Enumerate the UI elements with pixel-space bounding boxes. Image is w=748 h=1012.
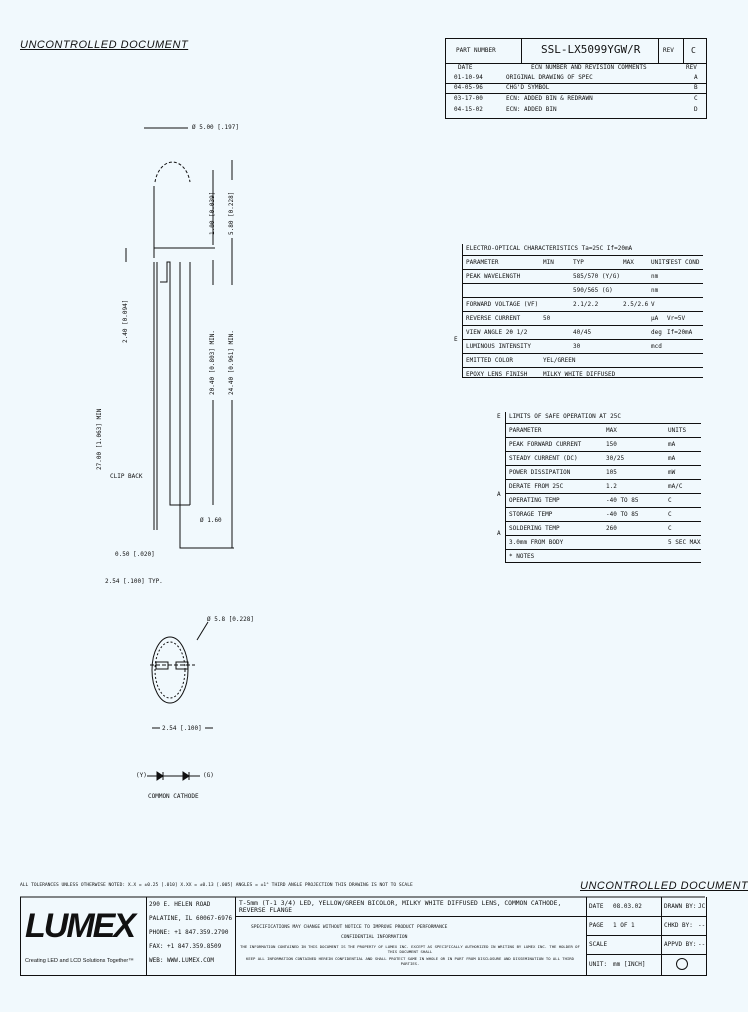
table-cell: deg [651, 329, 662, 336]
table-cell: 590/565 (G) [573, 287, 613, 294]
table-cell: 1.2 [606, 483, 617, 490]
table-cell: Vr=5V [667, 315, 686, 322]
table-row [506, 465, 701, 479]
table-cell: 3.0mm FROM BODY [509, 539, 564, 546]
rev-comment: ORIGINAL DRAWING OF SPEC [506, 74, 593, 81]
dim-lead-spacing: 2.54 [.100] TYP. [105, 578, 163, 585]
rev-date: 03-17-00 [454, 95, 483, 102]
schematic-right: (G) [203, 772, 214, 779]
table-header [463, 255, 703, 269]
lumex-logo: LUMEX [25, 907, 134, 945]
fax: FAX: +1 847.359.8509 [149, 943, 222, 950]
tagline: Creating LED and LCD Solutions Together™ [25, 958, 134, 964]
rev-col-rev: REV [686, 64, 697, 71]
rev-letter: D [694, 106, 698, 113]
rev-mark: E [454, 336, 458, 343]
rev-letter: B [694, 84, 698, 91]
part-number-label: PART NUMBER [456, 47, 496, 54]
phone: PHONE: +1 847.359.2790 [149, 929, 229, 936]
table-cell: mA [668, 455, 676, 462]
electrical-title: ELECTRO-OPTICAL CHARACTERISTICS Ta=25C If=20mA [466, 245, 633, 252]
table-row [506, 493, 701, 507]
table-cell: -40 TO 85 [606, 497, 639, 504]
table-cell: 260 [606, 525, 617, 532]
schematic-left: (Y) [136, 772, 147, 779]
tolerance-note: ALL TOLERANCES UNLESS OTHERWISE NOTED: X.X = ±0.25 [.010] X.XX = ±0.13 [.005] ANGLES = ±1° THIRD ANGLE PROJECTION THIS DRAWING IS NOT TO SCALE [20, 883, 413, 888]
table-cell: 50 [543, 315, 551, 322]
page-label: PAGE [589, 922, 604, 929]
table-cell: V [651, 301, 655, 308]
checked-by-label: CHKD BY: [664, 922, 693, 929]
table-cell: 2.5/2.6 [623, 301, 649, 308]
lead [160, 262, 190, 505]
table-cell: FORWARD VOLTAGE (VF) [466, 301, 539, 308]
rev-date: 04-05-96 [454, 84, 483, 91]
uncontrolled-watermark-footer: UNCONTROLLED DOCUMENT [580, 880, 748, 892]
rev-letter: C [694, 95, 698, 102]
schematic-label: COMMON CATHODE [148, 793, 199, 800]
table-cell: OPERATING TEMP [509, 497, 560, 504]
rev-col-date: DATE [458, 64, 473, 71]
part-number: SSL-LX5099YGW/R [541, 43, 641, 56]
approved-by: -- [698, 941, 706, 948]
table-cell: POWER DISSIPATION [509, 469, 571, 476]
table-row [463, 297, 703, 311]
table-cell: UNITS [668, 427, 687, 434]
rev-mark: A [497, 530, 501, 537]
rev-comment: ECN: ADDED BIN & REDRAWN [506, 95, 593, 102]
rev-mark: A [497, 491, 501, 498]
table-row [463, 283, 703, 297]
rev-label: REV [663, 47, 674, 54]
table-cell: PEAK FORWARD CURRENT [509, 441, 582, 448]
rev-letter: A [694, 74, 698, 81]
table-cell: PARAMETER [466, 259, 499, 266]
table-cell: STEADY CURRENT (DC) [509, 455, 578, 462]
table-cell: LUMINOUS INTENSITY [466, 343, 532, 350]
unit-value: mm [INCH] [613, 961, 646, 968]
table-row [463, 367, 703, 381]
table-cell: MAX [606, 427, 617, 434]
table-cell: 5 SEC MAX [668, 539, 701, 546]
limits-title: LIMITS OF SAFE OPERATION AT 25C [509, 413, 621, 420]
dim-long-lead: 24.40 [0.961] MIN. [228, 329, 235, 395]
notice: KEEP ALL INFORMATION CONTAINED HEREIN CONFIDENTIAL AND SHALL PROTECT SAME IN WHOLE OR IN PART FROM DISCLOSURE AND DISSEMINATION TO ALL THIRD PARTIES. [246, 956, 574, 966]
table-cell: nm [651, 287, 659, 294]
rev-value: C [691, 46, 696, 55]
part-description: T-5mm (T-1 3/4) LED, YELLOW/GREEN BICOLOR, MILKY WHITE DIFFUSED LENS, COMMON CATHODE, REVERSE FLANGE [239, 900, 562, 914]
table-cell: 105 [606, 469, 617, 476]
table-cell: STORAGE TEMP [509, 511, 553, 518]
approved-by-label: APPVD BY: [664, 941, 697, 948]
table-cell: TYP [573, 259, 584, 266]
table-cell: mcd [651, 343, 662, 350]
table-cell: REVERSE CURRENT [466, 315, 521, 322]
lens-dome [155, 162, 190, 182]
notice: SPECIFICATIONS MAY CHANGE WITHOUT NOTICE TO IMPROVE PRODUCT PERFORMANCE [251, 925, 448, 930]
table-header [506, 423, 701, 437]
table-row [463, 311, 703, 325]
table-cell: mA/C [668, 483, 683, 490]
dim-lead-length: 27.00 [1.063] MIN [96, 408, 103, 470]
notice: THE INFORMATION CONTAINED IN THIS DOCUMENT IS THE PROPERTY OF LUMEX INC. EXCEPT AS SPECIFICALLY AUTHORIZED IN WRITING BY LUMEX INC. THE HOLDER OF THIS DOCUMENT SHALL [240, 944, 580, 954]
table-cell: 40/45 [573, 329, 592, 336]
table-cell: PEAK WAVELENGTH [466, 273, 521, 280]
table-row [463, 269, 703, 283]
scale-label: SCALE [589, 941, 608, 948]
table-cell: µA [651, 315, 659, 322]
rev-mark: E [497, 413, 501, 420]
unit-label: UNIT: [589, 961, 608, 968]
drawn-by-label: DRAWN BY: [664, 903, 697, 910]
electrical-table [454, 244, 703, 378]
table-cell: 2.1/2.2 [573, 301, 599, 308]
table-cell: nm [651, 273, 659, 280]
confidential-label: CONFIDENTIAL INFORMATION [341, 935, 408, 940]
rev-date: 01-10-94 [454, 74, 483, 81]
table-cell: If=20mA [667, 329, 693, 336]
table-row [506, 479, 701, 493]
uncontrolled-watermark: UNCONTROLLED DOCUMENT [20, 39, 189, 51]
limits-table [497, 412, 701, 563]
dim-lens-diameter: Ø 5.00 [.197] [192, 124, 239, 131]
drawn-by: JC [698, 903, 706, 910]
table-cell: 30 [573, 343, 581, 350]
table-row [506, 521, 701, 535]
table-cell: C [668, 511, 672, 518]
table-cell: VIEW ANGLE 2θ 1/2 [466, 329, 528, 336]
table-row [506, 507, 701, 521]
table-cell: -40 TO 85 [606, 511, 639, 518]
table-cell: YEL/GREEN [543, 357, 576, 364]
table-row [463, 325, 703, 339]
table-row [463, 353, 703, 367]
table-cell: C [668, 497, 672, 504]
table-row [506, 437, 701, 451]
table-cell: SOLDERING TEMP [509, 525, 560, 532]
address-line: 290 E. HELEN ROAD [149, 901, 211, 908]
table-cell: TEST COND [667, 259, 700, 266]
dim-flange-offset: 2.40 [0.094] [122, 299, 129, 343]
table-cell: mA [668, 441, 676, 448]
table-cell: MAX [623, 259, 634, 266]
table-cell: 585/570 (Y/G) [573, 273, 620, 280]
rev-comment: ECN: ADDED BIN [506, 106, 557, 113]
address-line: PALATINE, IL 60067-6976 [149, 915, 233, 922]
rev-date: 04-15-02 [454, 106, 483, 113]
table-cell: * NOTES [509, 553, 535, 560]
rev-comment: CHG'D SYMBOL [506, 84, 550, 91]
table-row [506, 549, 701, 563]
dim-short-lead: 20.40 [0.803] MIN. [209, 329, 216, 395]
table-cell: DERATE FROM 25C [509, 483, 564, 490]
table-cell: UNITS [651, 259, 670, 266]
dim-lens-height: 5.80 [0.228] [228, 191, 235, 235]
table-cell: 30/25 [606, 455, 625, 462]
table-cell: 150 [606, 441, 617, 448]
label-clip-back: CLIP BACK [110, 473, 143, 480]
dim-flange-diameter: Ø 5.8 [0.228] [207, 616, 254, 623]
date-value: 08.03.02 [613, 903, 642, 910]
table-row [463, 339, 703, 353]
checked-by: -- [698, 922, 706, 929]
table-cell: MILKY WHITE DIFFUSED [543, 371, 616, 378]
table-row [506, 451, 701, 465]
third-angle-projection-icon [676, 958, 688, 970]
table-row [506, 535, 701, 549]
dim-lead-diameter: Ø 1.60 [200, 517, 222, 524]
table-cell: EPOXY LENS FINISH [466, 371, 528, 378]
table-cell: PARAMETER [509, 427, 542, 434]
table-cell: EMITTED COLOR [466, 357, 513, 364]
date-label: DATE [589, 903, 604, 910]
dim-lead-width: 0.50 [.020] [115, 551, 155, 558]
table-cell: C [668, 525, 672, 532]
title-block [20, 897, 707, 976]
web[interactable]: WEB: WWW.LUMEX.COM [149, 957, 215, 964]
dim-pitch: 2.54 [.100] [162, 725, 202, 732]
page-value: 1 OF 1 [613, 922, 635, 929]
rev-col-comments: ECN NUMBER AND REVISION COMMENTS [531, 64, 647, 71]
dim-flange: 1.00 [0.039] [209, 191, 216, 235]
table-cell: MIN [543, 259, 554, 266]
table-cell: mW [668, 469, 676, 476]
